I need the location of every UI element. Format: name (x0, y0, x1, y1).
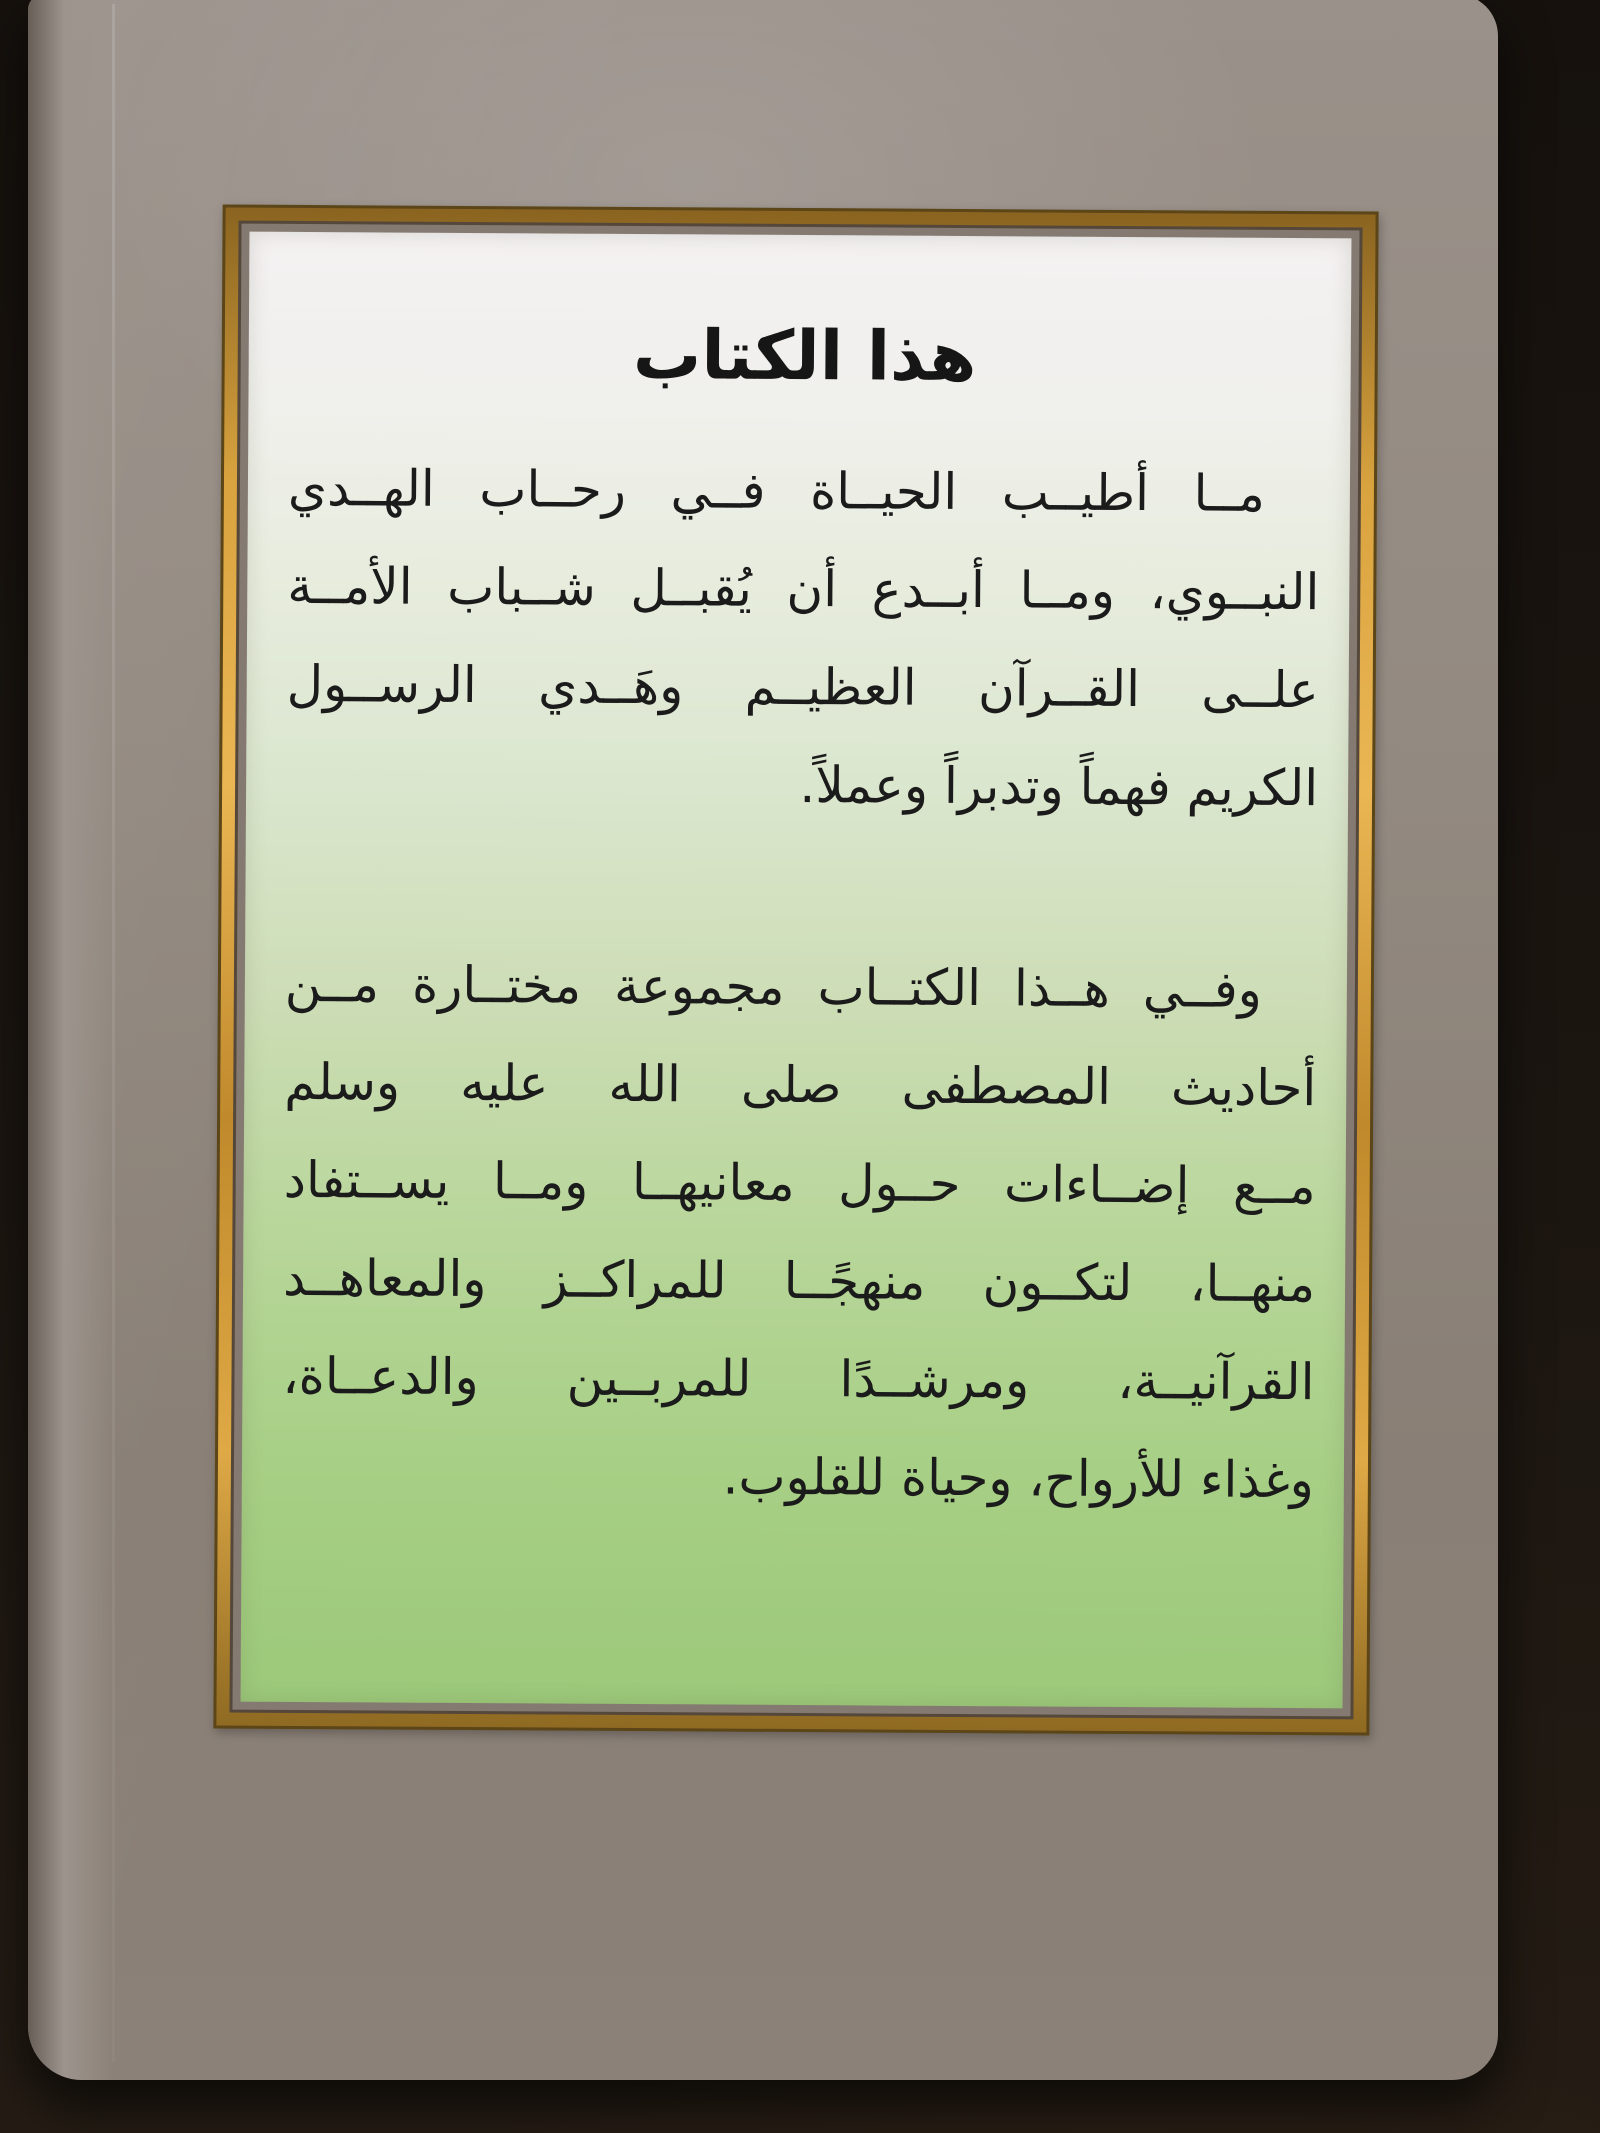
paragraph-line: علــى القــرآن العظيــم وهَــدي الرســول (286, 654, 1319, 720)
paragraph-line: الكريم فهماً وتدبراً وعملاً. (799, 756, 1319, 818)
paragraph-2 (282, 935, 1318, 1529)
cover-text-panel (241, 232, 1352, 1709)
paragraph-line: النبــوي، ومــا أبــدع أن يُقبــل شــباب الأمــة (287, 556, 1320, 622)
book-back-cover (28, 0, 1498, 2080)
frame-inner-line (229, 221, 1362, 1720)
paragraph-1 (286, 439, 1320, 837)
paragraph-line: وفــي هــذا الكتــاب مجموعة مختــارة مــن (284, 954, 1263, 1019)
paragraph-line: منهــا، لتكــون منهجًــا للمراكــز والمعاهــد (282, 1248, 1316, 1314)
book-spine-groove (112, 4, 115, 2062)
paragraph-line: مــع إضــاءات حــول معانيهــا ومــا يســتفاد (283, 1150, 1316, 1216)
paragraph-line: مــا أطيــب الحيــاة فــي رحــاب الهــدي (287, 458, 1266, 523)
gold-frame (213, 204, 1378, 1735)
panel-title: هذا الكتاب (632, 315, 977, 398)
book-spine-edge (28, 0, 114, 2080)
gold-frame-band (216, 208, 1375, 1733)
paragraph-line: القرآنيــة، ومرشــدًا للمربــين والدعــاة، (282, 1346, 1315, 1412)
paragraph-line: وغذاء للأرواح، وحياة للقلوب. (722, 1447, 1315, 1510)
frame-inner-margin (232, 224, 1359, 1717)
paragraph-line: أحاديث المصطفى صلى الله عليه وسلم (284, 1052, 1317, 1118)
